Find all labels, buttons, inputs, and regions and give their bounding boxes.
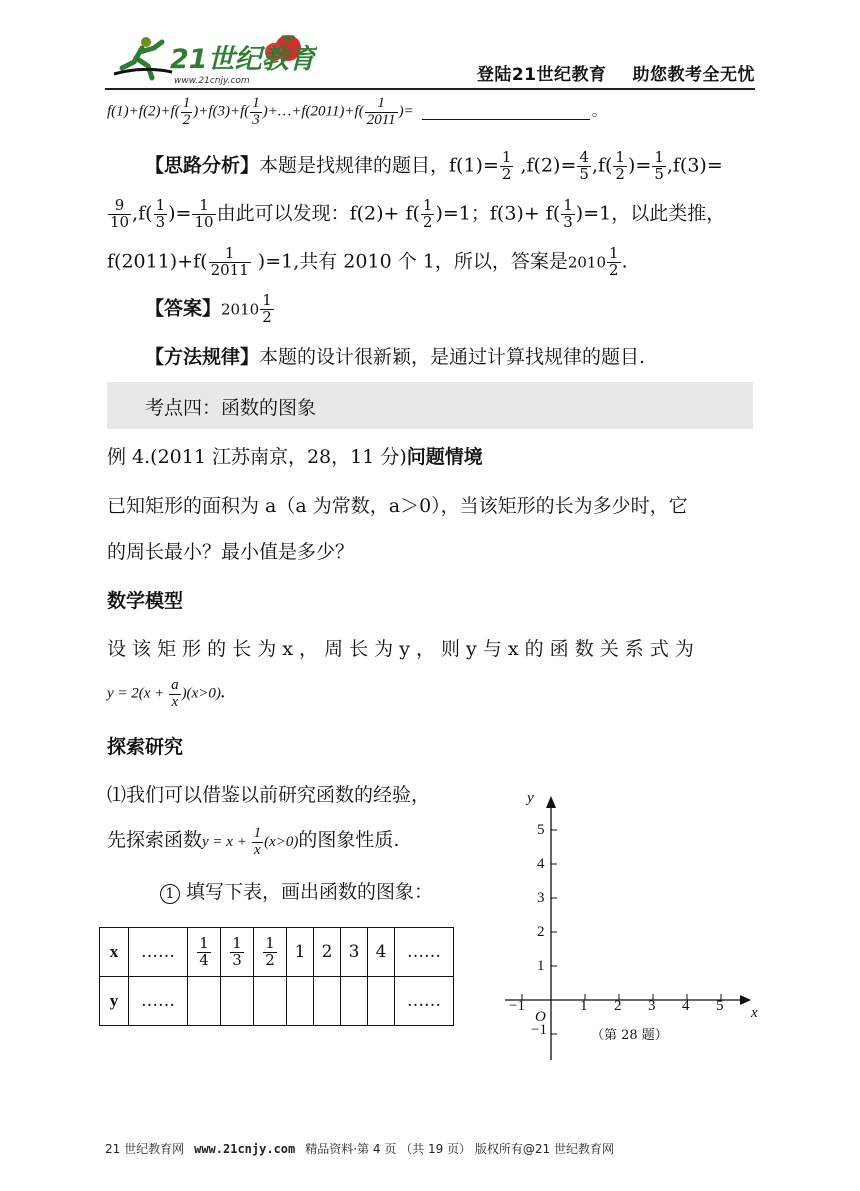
y-tick-label: 1 <box>537 958 545 974</box>
header-slogan <box>477 60 755 85</box>
value-table <box>99 927 454 1026</box>
x-tick-label: 5 <box>716 998 724 1014</box>
example-para-2: 的周长最小？最小值是多少？ <box>107 541 355 563</box>
y-tick-label: 5 <box>537 822 545 838</box>
y-tick-label: 2 <box>537 924 545 940</box>
x-tick-label: 1 <box>580 998 588 1014</box>
footer-site: 21 世纪教育网 <box>105 1142 185 1156</box>
answer-blank[interactable] <box>422 105 590 120</box>
explore-heading: 探索研究 <box>107 736 184 758</box>
input-cell[interactable] <box>188 977 221 1026</box>
x-axis-label: x <box>751 1005 758 1021</box>
figure-caption: （第 28 题） <box>591 1028 668 1043</box>
y-tick-label: 4 <box>537 856 545 872</box>
slogan-left: 登陆21世纪教育 <box>476 65 607 85</box>
logo-title: 21世纪教育 <box>170 44 316 75</box>
explore-line-2: 先探索函数y = x + $\frac{1}{x}$ (x>0)的图象性质. <box>107 825 400 859</box>
coordinate-graph <box>495 780 775 1070</box>
y-axis-arrow <box>546 796 556 808</box>
y-axis-label: y <box>527 790 534 806</box>
row-label-y: y <box>100 977 129 1026</box>
analysis-label: 【思路分析】 <box>145 154 260 177</box>
row-label-x: x <box>100 928 129 977</box>
example-para-1: 已知矩形的面积为 a（a 为常数，a＞0），当该矩形的长为多少时，它 <box>107 495 688 517</box>
y-ticks <box>531 822 557 1038</box>
slogan-right: 助您教考全无忧 <box>632 65 755 85</box>
method-line: 【方法规律】本题的设计很新颖，是通过计算找规律的题目. <box>145 346 646 368</box>
x-axis-arrow <box>740 995 751 1005</box>
analysis-line-2: $\frac{9}{10}$ ,f( $\frac{1}{3}$ )= $\frac{1}{10}$ 由此可以发现：f(2)+ f( $\frac{1}{2}$ )=1；f(3)+ f( $\frac{1}{3}$ )=1，以此类推， <box>110 196 726 231</box>
header-divider <box>105 88 755 90</box>
problem-expression: f(1)+f(2)+f( $\frac{1}{2}$ )+f(3)+f( $\frac{1}{3}$ )+…+f(2011)+f( $\frac{1}{2011}$ )= 。 <box>107 95 607 128</box>
section-title: 考点四：函数的图象 <box>145 397 317 419</box>
situation-heading: 问题情境 <box>406 446 483 468</box>
input-cell[interactable] <box>287 977 314 1026</box>
site-logo[interactable] <box>112 28 317 88</box>
logo-url: www.21cnjy.com <box>174 76 250 86</box>
page-footer <box>105 1140 614 1157</box>
y-tick-label: −1 <box>531 1022 547 1038</box>
table-row-x: x …… $\frac{1}{4}$ $\frac{1}{3}$ $\frac{1}{2}$ 1 2 3 4 …… <box>100 928 454 977</box>
analysis-line-3: f(2011)+f( $\frac{1}{2011}$ )=1,共有 2010 个 1，所以，答案是2010 $\frac{1}{2}$ . <box>107 244 628 279</box>
x-tick-label: 3 <box>648 998 656 1014</box>
model-heading: 数学模型 <box>107 590 184 612</box>
x-tick-label: −1 <box>509 998 525 1014</box>
table-row-y: y …… …… <box>100 977 454 1026</box>
method-label: 【方法规律】 <box>145 346 260 368</box>
step-number: 1 <box>160 884 180 904</box>
input-cell[interactable] <box>254 977 287 1026</box>
input-cell[interactable] <box>221 977 254 1026</box>
logo-graphic <box>112 28 317 88</box>
x-tick-label: 4 <box>682 998 690 1014</box>
input-cell[interactable] <box>314 977 341 1026</box>
x-tick-label: 2 <box>614 998 622 1014</box>
footer-page-info: 精品资料·第 4 页 （共 19 页） 版权所有@21 世纪教育网 <box>305 1142 614 1156</box>
step-1: 1 填写下表，画出函数的图象： <box>160 878 433 906</box>
input-cell[interactable] <box>368 977 395 1026</box>
analysis-line-1: 【思路分析】本题是找规律的题目，f(1)= $\frac{1}{2}$ ,f(2)= $\frac{4}{5}$ ,f( $\frac{1}{2}$ )= $\frac{1}{5}$ ,f(3)= <box>145 148 723 183</box>
input-cell[interactable] <box>341 977 368 1026</box>
model-formula: y = 2(x + $\frac{a}{x}$ )(x>0). <box>107 677 225 710</box>
footer-url[interactable]: www.21cnjy.com <box>194 1142 296 1156</box>
example-title: 例 4.(2011 江苏南京，28，11 分)问题情境 <box>107 446 483 468</box>
y-tick-label: 3 <box>537 890 545 906</box>
answer-line: 【答案】2010 $\frac{1}{2}$ <box>145 291 272 326</box>
answer-label: 【答案】 <box>145 297 222 320</box>
section-header <box>107 382 753 429</box>
origin-label: O <box>535 1009 546 1025</box>
explore-line-1: ⑴我们可以借鉴以前研究函数的经验， <box>107 784 431 806</box>
model-text: 设 该 矩 形 的 长 为 x ， 周 长 为 y ， 则 y 与 x 的 函 数 关 系 式 为 <box>107 638 694 660</box>
